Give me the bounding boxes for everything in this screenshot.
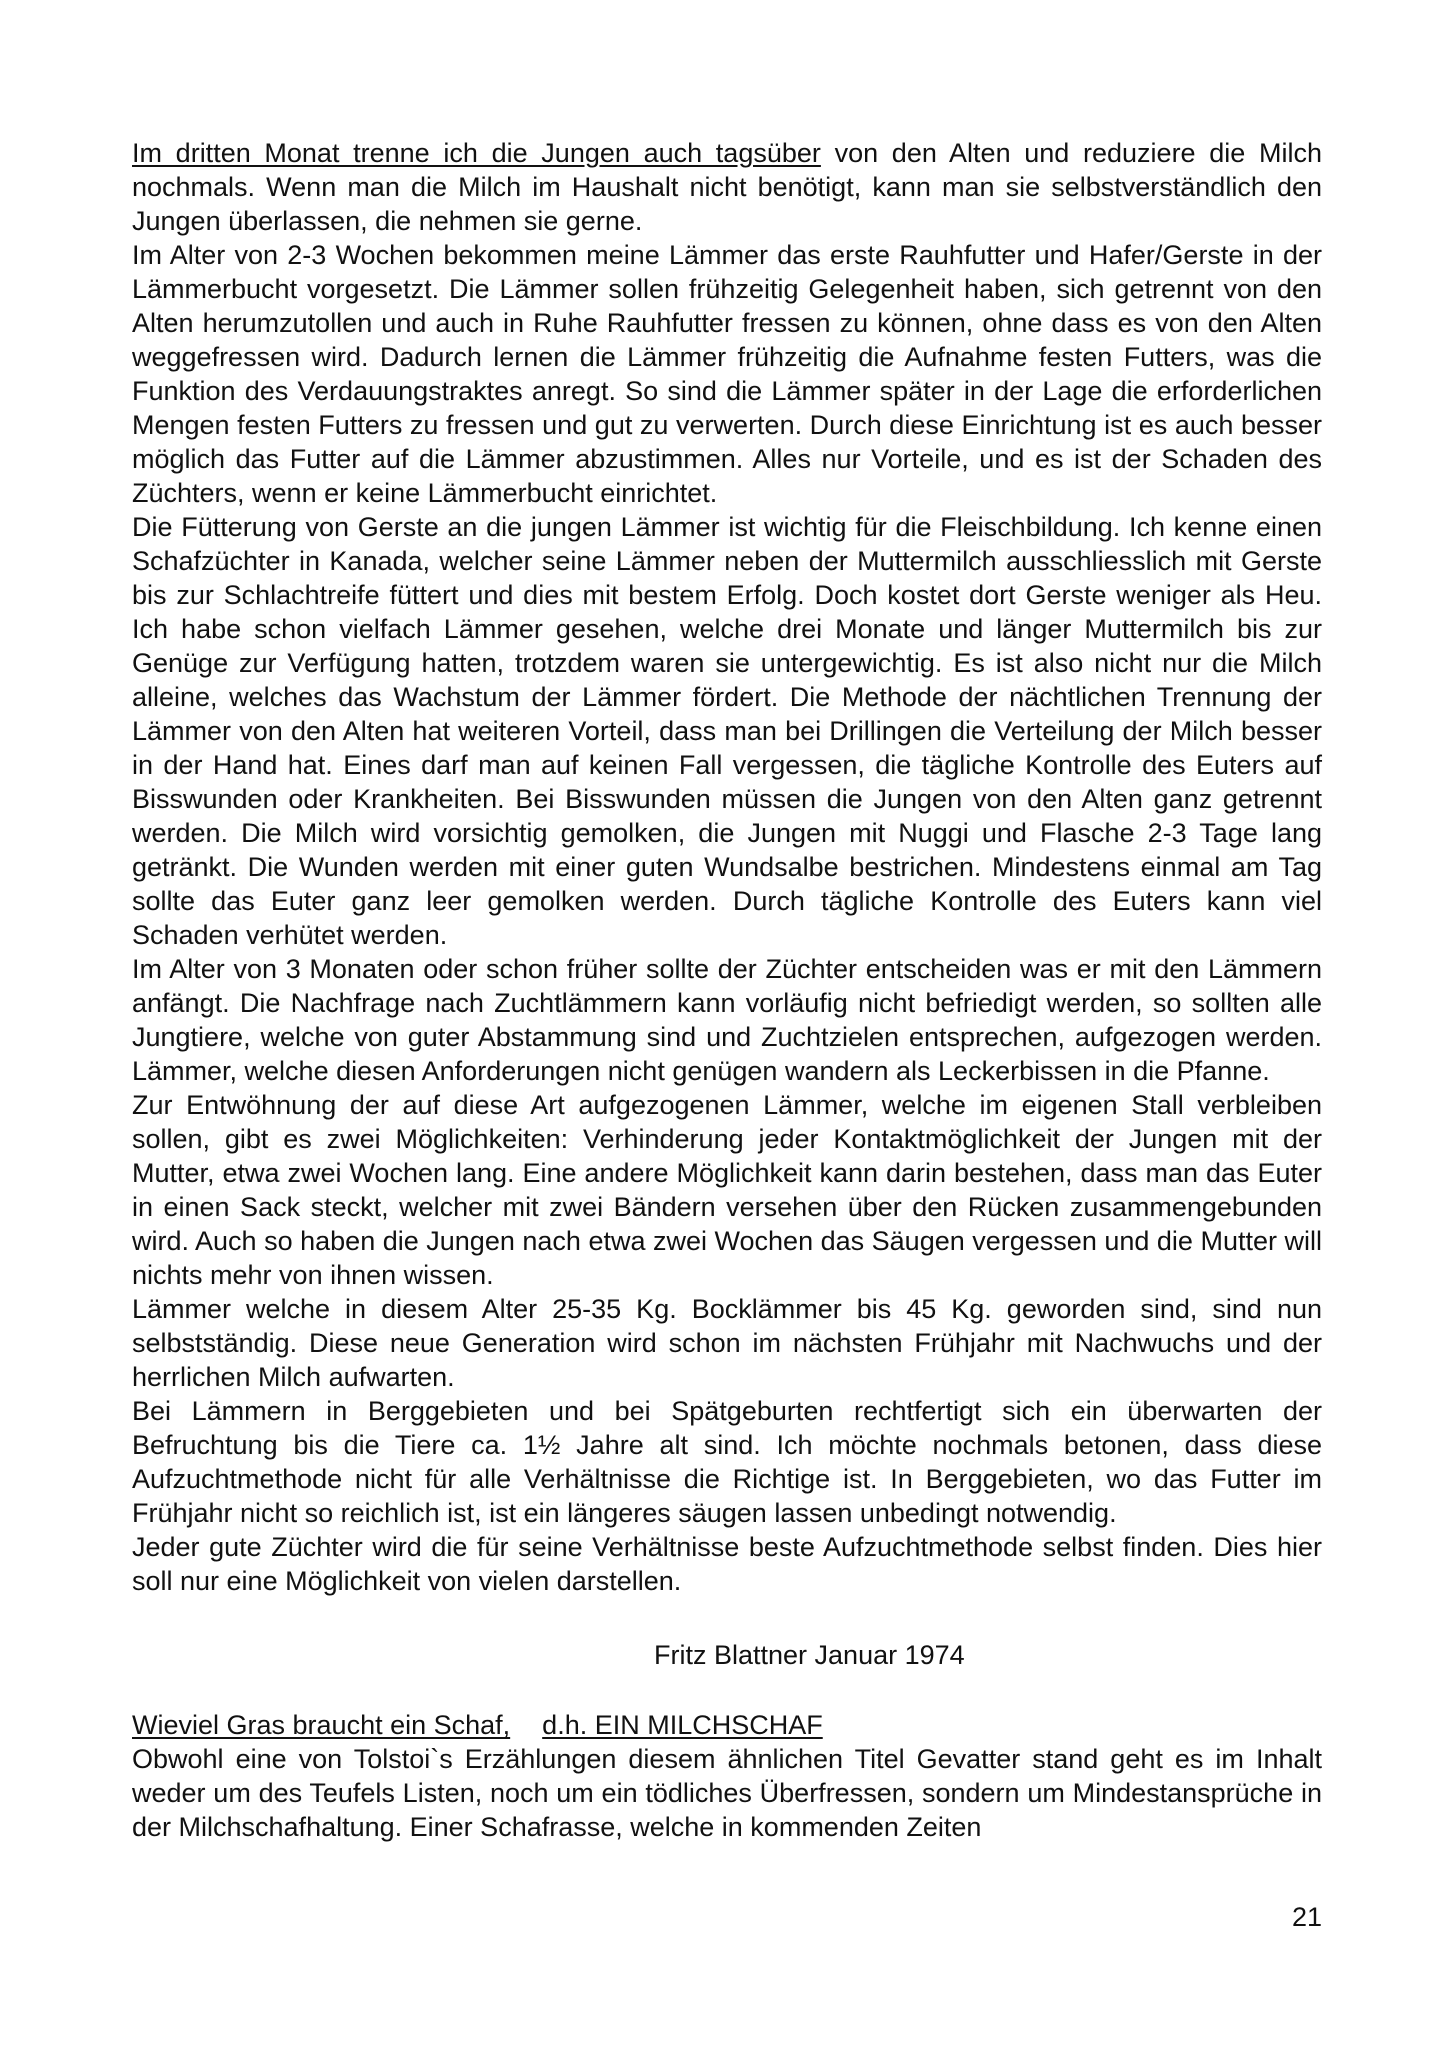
paragraph-barley-feeding: Die Fütterung von Gerste an die jungen Lämmer ist wichtig für die Fleischbildung. Ich kenne einen Schafzüchter in Kanada, welcher seine Lämmer neben der Muttermilch ausschliesslich mit Gerste bis zur Schlachtreife füttert und dies mit bestem Erfolg. Doch kostet dort Gerste weniger als Heu. Ich habe schon vielfach Lämmer gesehen, welche drei Monate und länger Muttermilch bis zur Genüge zur Verfügung hatten, trotzdem waren sie untergewichtig. Es ist also nicht nur die Milch alleine, welches das Wachstum der Lämmer fördert. Die Methode der nächtlichen Trennung der Lämmer von den Alten hat weiteren Vorteil, dass man bei Drillingen die Verteilung der Milch besser in der Hand hat. Eines darf man auf keinen Fall vergessen, die tägliche Kontrolle des Euters auf Bisswunden oder Krankheiten. Bei Bisswunden müssen die Jungen von den Alten ganz getrennt werden. Die Milch wird vorsichtig gemolken, die Jungen mit Nuggi und Flasche 2-3 Tage lang getränkt. Die Wunden werden mit einer guten Wundsalbe bestrichen. Mindestens einmal am Tag sollte das Euter ganz leer gemolken werden. Durch tägliche Kontrolle des Euters kann viel Schaden verhütet werden. [132,512,1322,950]
paragraph-weaning: Zur Entwöhnung der auf diese Art aufgezogenen Lämmer, welche im eigenen Stall verbleiben sollen, gibt es zwei Möglichkeiten: Verhinderung jeder Kontaktmöglichkeit der Jungen mit der Mutter, etwa zwei Wochen lang. Eine andere Möglichkeit kann darin bestehen, dass man das Euter in einen Sack steckt, welcher mit zwei Bändern versehen über den Rücken zusammengebunden wird. Auch so haben die Jungen nach etwa zwei Wochen das Säugen vergessen und die Mutter will nichts mehr von ihnen wissen. [132,1090,1322,1290]
paragraph-roughage: Im Alter von 2-3 Wochen bekommen meine Lämmer das erste Rauhfutter und Hafer/Gerste in der Lämmerbucht vorgesetzt. Die Lämmer sollen frühzeitig Gelegenheit haben, sich getrennt von den Alten herumzutollen und auch in Ruhe Rauhfutter fressen zu können, ohne dass es von den Alten weggefressen wird. Dadurch lernen die Lämmer frühzeitig die Aufnahme festen Futters, was die Funktion des Verdauungstraktes anregt. So sind die Lämmer später in der Lage die erforderlichen Mengen festen Futters zu fressen und gut zu verwerten. Durch diese Einrichtung ist es auch besser möglich das Futter auf die Lämmer abzustimmen. Alles nur Vorteile, und es ist der Schaden des Züchters, wenn er keine Lämmerbucht einrichtet. [132,240,1322,508]
author-signature: Fritz Blattner Januar 1974 [654,1640,965,1670]
section-heading-part2: d.h. EIN MILCHSCHAF [542,1710,823,1740]
underlined-lead-phrase: Im dritten Monat trenne ich die Jungen auch tagsüber [132,138,821,168]
section-heading [132,1708,1322,1742]
section-heading-part1: Wieviel Gras braucht ein Schaf, [132,1710,511,1740]
section-intro-paragraph: Obwohl eine von Tolstoi`s Erzählungen diesem ähnlichen Titel Gevatter stand geht es im Inhalt weder um des Teufels Listen, noch um ein tödliches Überfressen, sondern um Mindestansprüche in der Milchschafhaltung. Einer Schafrasse, welche in kommenden Zeiten [132,1744,1322,1842]
paragraph-weights: Lämmer welche in diesem Alter 25-35 Kg. Bocklämmer bis 45 Kg. geworden sind, sind nun selbstständig. Diese neue Generation wird schon im nächsten Frühjahr mit Nachwuchs und der herrlichen Milch aufwarten. [132,1294,1322,1392]
paragraph-text: von den Alten und reduziere die Milch nochmals. Wenn man die Milch im Haushalt nicht benötigt, kann man sie selbstverständlich den Jungen überlassen, die nehmen sie gerne. [132,138,1322,236]
document-page [132,136,1322,1844]
paragraph-mountain-areas: Bei Lämmern in Berggebieten und bei Spätgeburten rechtfertigt sich ein überwarten der Befruchtung bis die Tiere ca. 1½ Jahre alt sind. Ich möchte nochmals betonen, dass diese Aufzuchtmethode nicht für alle Verhältnisse die Richtige ist. In Berggebieten, wo das Futter im Frühjahr nicht so reichlich ist, ist ein längeres säugen lassen unbedingt notwendig. [132,1396,1322,1528]
page-number: 21 [1291,1902,1322,1932]
paragraph-weaning-third-month [132,136,1322,238]
paragraph-conclusion: Jeder gute Züchter wird die für seine Verhältnisse beste Aufzuchtmethode selbst finden. Dies hier soll nur eine Möglichkeit von vielen darstellen. [132,1532,1322,1596]
paragraph-selection: Im Alter von 3 Monaten oder schon früher sollte der Züchter entscheiden was er mit den Lämmern anfängt. Die Nachfrage nach Zuchtlämmern kann vorläufig nicht befriedigt werden, so sollten alle Jungtiere, welche von guter Abstammung sind und Zuchtzielen entsprechen, aufgezogen werden. Lämmer, welche diesen Anforderungen nicht genügen wandern als Leckerbissen in die Pfanne. [132,954,1322,1086]
